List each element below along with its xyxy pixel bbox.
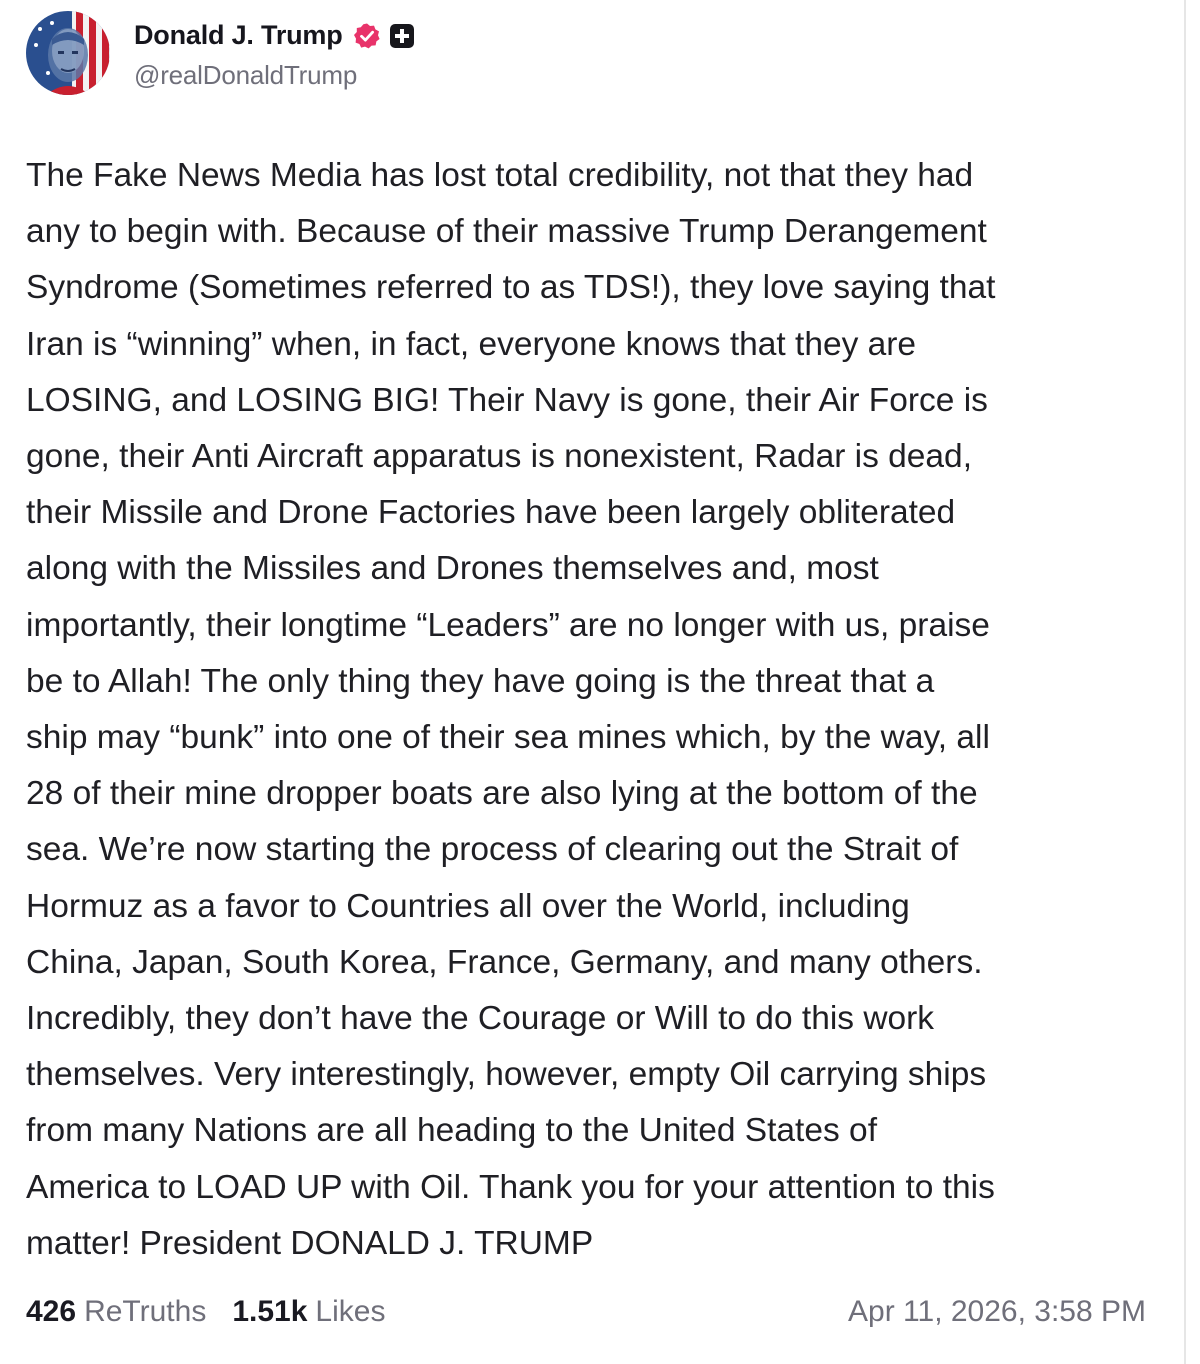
author-avatar[interactable] — [26, 11, 110, 95]
post-text: The Fake News Media has lost total credibility, not that they had any to begin with. Because of their massive Trump Derangement Syndrome (Sometimes referred to as TDS!), they love saying that Iran is “winning” when, in fact, everyone knows that they are LOSING, and LOSING BIG! Their Navy is gone, their Air Force is gone, their Anti Aircraft apparatus is nonexistent, Radar is dead, their Missile and Drone Factories have been largely obliterated along with the Missiles and Drones themselves and, most importantly, their longtime “Leaders” are no longer with us, praise be to Allah! The only thing they have going is the threat that a ship may “bunk” into one of their sea mines which, by the way, all 28 of their mine dropper boats are also lying at the bottom of the sea. We’re now starting the process of clearing out the Strait of Hormuz as a favor to Countries all over the World, including China, Japan, South Korea, France, Germany, and many others. Incredibly, they don’t have the Courage or Will to do this work themselves. Very interestingly, however, empty Oil carrying ships from many Nations are all heading to the United States of America to LOAD UP with Oil. Thank you for your attention to this matter! President DONALD J. TRUMP — [26, 157, 996, 1262]
author-names — [134, 16, 415, 91]
retruths-label: ReTruths — [84, 1295, 207, 1328]
name-row — [134, 16, 415, 56]
post-header — [26, 10, 415, 96]
author-display-name[interactable]: Donald J. Trump — [134, 20, 343, 50]
verified-check-icon — [353, 22, 381, 50]
likes-stat[interactable] — [232, 1295, 385, 1329]
retruths-count: 426 — [26, 1295, 77, 1328]
right-border — [1184, 0, 1186, 1364]
plus-badge-icon — [389, 23, 415, 49]
post-timestamp[interactable]: Apr 11, 2026, 3:58 PM — [848, 1295, 1146, 1328]
flag-portrait-avatar-icon — [26, 11, 110, 95]
likes-count: 1.51k — [232, 1295, 308, 1328]
post-footer — [26, 1288, 1146, 1336]
likes-label: Likes — [315, 1295, 386, 1328]
author-handle[interactable]: @realDonaldTrump — [134, 59, 358, 90]
retruths-stat[interactable] — [26, 1295, 206, 1329]
